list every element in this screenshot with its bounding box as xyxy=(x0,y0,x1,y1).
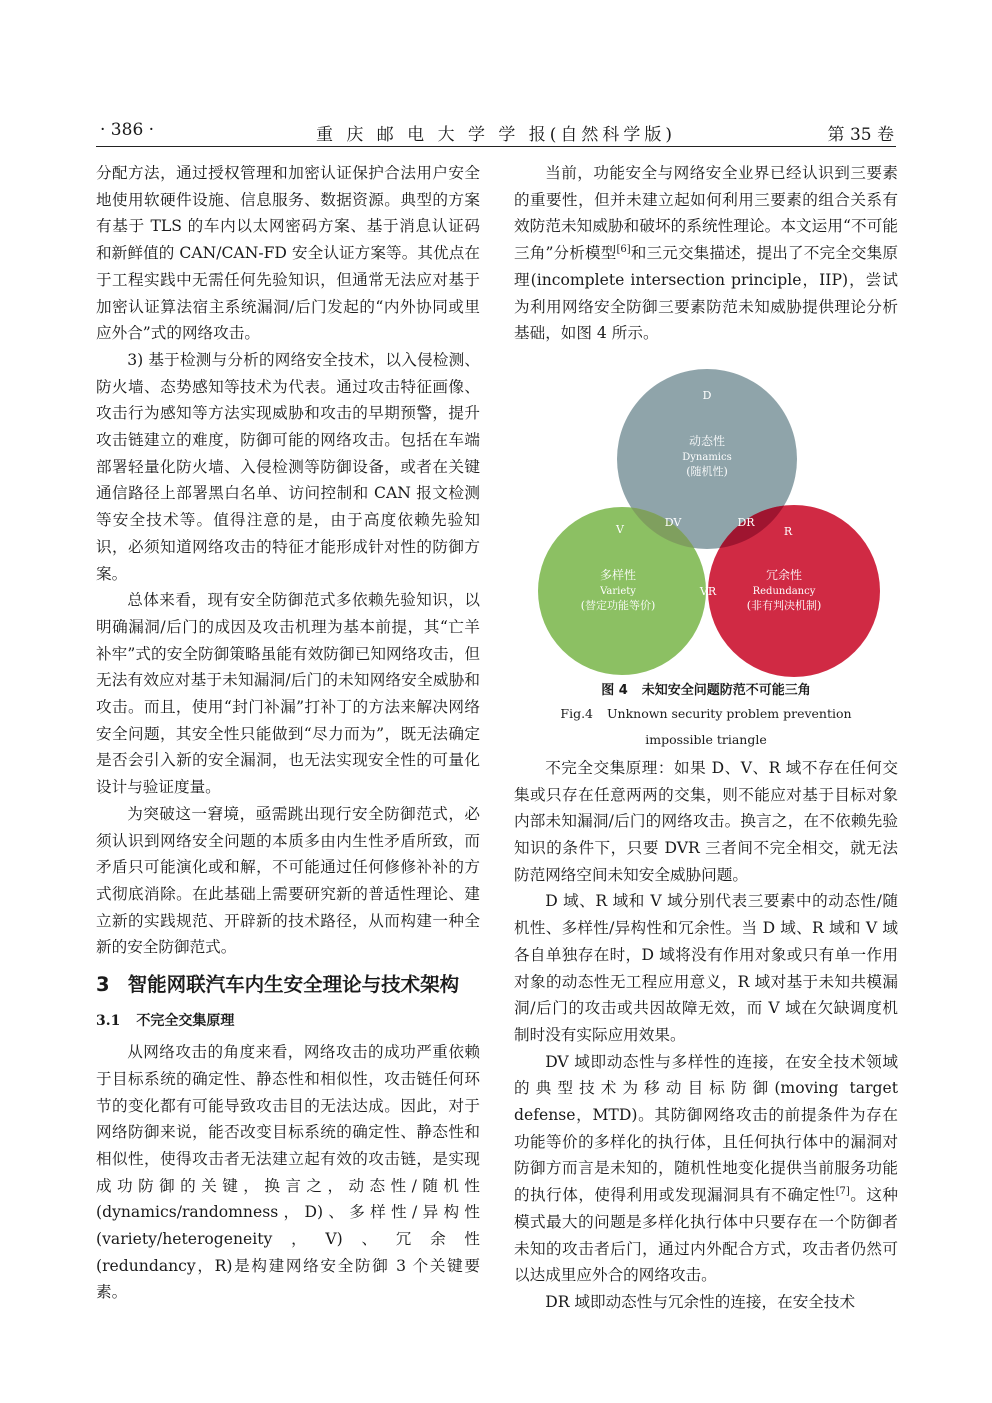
subsection-title: 不完全交集原理 xyxy=(136,1013,235,1030)
paragraph xyxy=(514,1049,898,1289)
section-title: 智能网联汽车内生安全理论与技术架构 xyxy=(127,973,460,997)
left-column xyxy=(96,160,480,1306)
label-d-en: Dynamics xyxy=(682,451,732,463)
figure-caption-cn xyxy=(514,681,898,701)
figure-number-en: Fig.4 xyxy=(560,705,594,721)
figure-title-en: Unknown security problem prevention xyxy=(607,705,852,721)
paragraph: DR 域即动态性与冗余性的连接，在安全技术 xyxy=(545,1292,856,1311)
paragraph-text: 当前，功能安全与网络安全业界已经认识到三要素的重要性，但并未建立起如何利用三要素的组合关系有效防范未知威胁和破坏的系统性理论。本文运用“不可能三角”分析模型 xyxy=(514,164,898,263)
paragraph: D 域、R 域和 V 域分别代表三要素中的动态性/随机性、多样性/异构性和冗余性。当 D 域、R 域和 V 域各自单独存在时，D 域将没有作用对象或只有单一作用对象的动态性无工程应用意义，R 域对基于未知共模漏洞/后门的攻击或共因故障无效，而 V 域在欠缺调度机制时没有实际应用效果。 xyxy=(514,892,898,1044)
subsection-number: 3.1 xyxy=(96,1013,121,1030)
label-d-sub: (随机性) xyxy=(686,464,728,478)
label-r: R xyxy=(783,524,793,538)
label-v: V xyxy=(616,522,624,536)
page-header xyxy=(96,116,896,147)
subsection-heading xyxy=(96,1009,480,1033)
paragraph: 3) 基于检测与分析的网络安全技术，以入侵检测、防火墙、态势感知等技术为代表。通过攻击特征画像、攻击行为感知等方法实现威胁和攻击的早期预警，提升攻击链建立的难度，防御可能的网络攻击。包括在车端部署轻量化防火墙、入侵检测等防御设备，或者在关键通信路径上部署黑白名单、访问控制和 CAN 报文检测等安全技术等。值得注意的是，由于高度依赖先验知识，必须知道网络攻击的特征才能形成针对性的防御方案。 xyxy=(96,350,480,583)
paragraph: 不完全交集原理：如果 D、V、R 域不存在任何交集或只存在任意两两的交集，则不能应对基于目标对象内部未知漏洞/后门的网络攻击。换言之，在不依赖先验知识的条件下，只要 DVR 三者间不完全相交，就无法防范网络空间未知安全威胁问题。 xyxy=(514,758,898,884)
label-vr: VR xyxy=(699,584,717,598)
label-r-en: Redundancy xyxy=(752,585,816,597)
label-v-en: Variety xyxy=(600,585,636,597)
label-v-sub: (替定功能等价) xyxy=(580,598,656,612)
label-r-cn: 冗余性 xyxy=(765,567,803,582)
label-r-sub: (非有判决机制) xyxy=(746,598,822,612)
paragraph-text: 和三元交集描述，提出了不完全交集原理(incomplete intersection principle，IIP)，尝试为利用网络安全防御三要素防范未知威胁提供理论分析基础，如图 4 所示。 xyxy=(514,244,898,343)
paragraph: 分配方法，通过授权管理和加密认证保护合法用户安全地使用软硬件设施、信息服务、数据资源。典型的方案有基于 TLS 的车内以太网密码方案、基于消息认证码和新鲜值的 CAN/CAN-FD 安全认证方案等。其优点在于工程实践中无需任何先验知识，但通常无法应对基于加密认证算法宿主系统漏洞/后门发起的“内外协同或里应外合”式的网络攻击。 xyxy=(96,164,480,343)
venn-diagram xyxy=(514,355,898,679)
right-column xyxy=(514,160,898,1316)
paragraph: 总体来看，现有安全防御范式多依赖先验知识，以明确漏洞/后门的成因及攻击机理为基本前提，其“亡羊补牢”式的安全防御策略虽能有效防御已知网络攻击，但无法有效应对基于未知漏洞/后门的未知网络安全威胁和攻击。而且，使用“封门补漏”打补丁的方法来解决网络安全问题，其安全性只能做到“尽力而为”，既无法确定是否会引入新的安全漏洞，也无法实现安全性的可量化设计与验证度量。 xyxy=(96,591,480,797)
label-d: D xyxy=(702,388,712,402)
label-d-cn: 动态性 xyxy=(688,433,726,448)
citation: [7] xyxy=(835,1185,850,1197)
paragraph xyxy=(514,160,898,347)
paragraph-text: DV 域即动态性与多样性的连接，在安全技术领域的典型技术为移动目标防御(moving target defense，MTD)。其防御网络攻击的前提条件为存在功能等价的多样化的执行体，且任何执行体中的漏洞对防御方而言是未知的，随机性地变化提供当前服务功能的执行体，使得利用或发现漏洞具有不确定性 xyxy=(514,1052,898,1205)
paragraph: 从网络攻击的角度来看，网络攻击的成功严重依赖于目标系统的确定性、静态性和相似性，攻击链任何环节的变化都有可能导致攻击目的无法达成。因此，对于网络防御来说，能否改变目标系统的确定性、静态性和相似性，使得攻击者无法建立起有效的攻击链，是实现成功防御的关键，换言之，动态性/随机性(dynamics/randomness，D)、多样性/异构性(variety/heterogeneity，V)、冗余性(redundancy，R)是构建网络安全防御 3 个关键要素。 xyxy=(96,1043,480,1302)
volume-label: 第 35 卷 xyxy=(827,125,894,145)
section-number: 3 xyxy=(96,973,110,997)
figure-title: 未知安全问题防范不可能三角 xyxy=(641,682,811,698)
paragraph: 为突破这一窘境，亟需跳出现行安全防御范式，必须认识到网络安全问题的本质多由内生性矛盾所致，而矛盾只可能演化或和解，不可能通过任何修修补补的方式彻底消除。在此基础上需要研究新的普适性理论、建立新的实践规范、开辟新的技术路径，从而构建一种全新的安全防御范式。 xyxy=(96,804,480,957)
figure-caption-en xyxy=(514,701,898,753)
paragraph-text: 。这种模式最大的问题是多样化执行体中只要存在一个防御者未知的攻击者后门，通过内外配合方式，攻击者仍然可以达成里应外合的网络攻击。 xyxy=(514,1186,898,1285)
citation: [6] xyxy=(616,243,631,255)
label-v-cn: 多样性 xyxy=(599,567,637,582)
label-dr: DR xyxy=(737,515,755,529)
figure-4 xyxy=(514,355,898,753)
figure-title-en-line2: impossible triangle xyxy=(645,731,767,747)
page-number: · 386 · xyxy=(100,120,155,140)
section-heading xyxy=(96,969,480,1001)
journal-title: 重 庆 邮 电 大 学 学 报(自然科学版) xyxy=(315,125,677,145)
figure-number: 图 4 xyxy=(601,682,628,698)
label-dv: DV xyxy=(664,515,682,529)
